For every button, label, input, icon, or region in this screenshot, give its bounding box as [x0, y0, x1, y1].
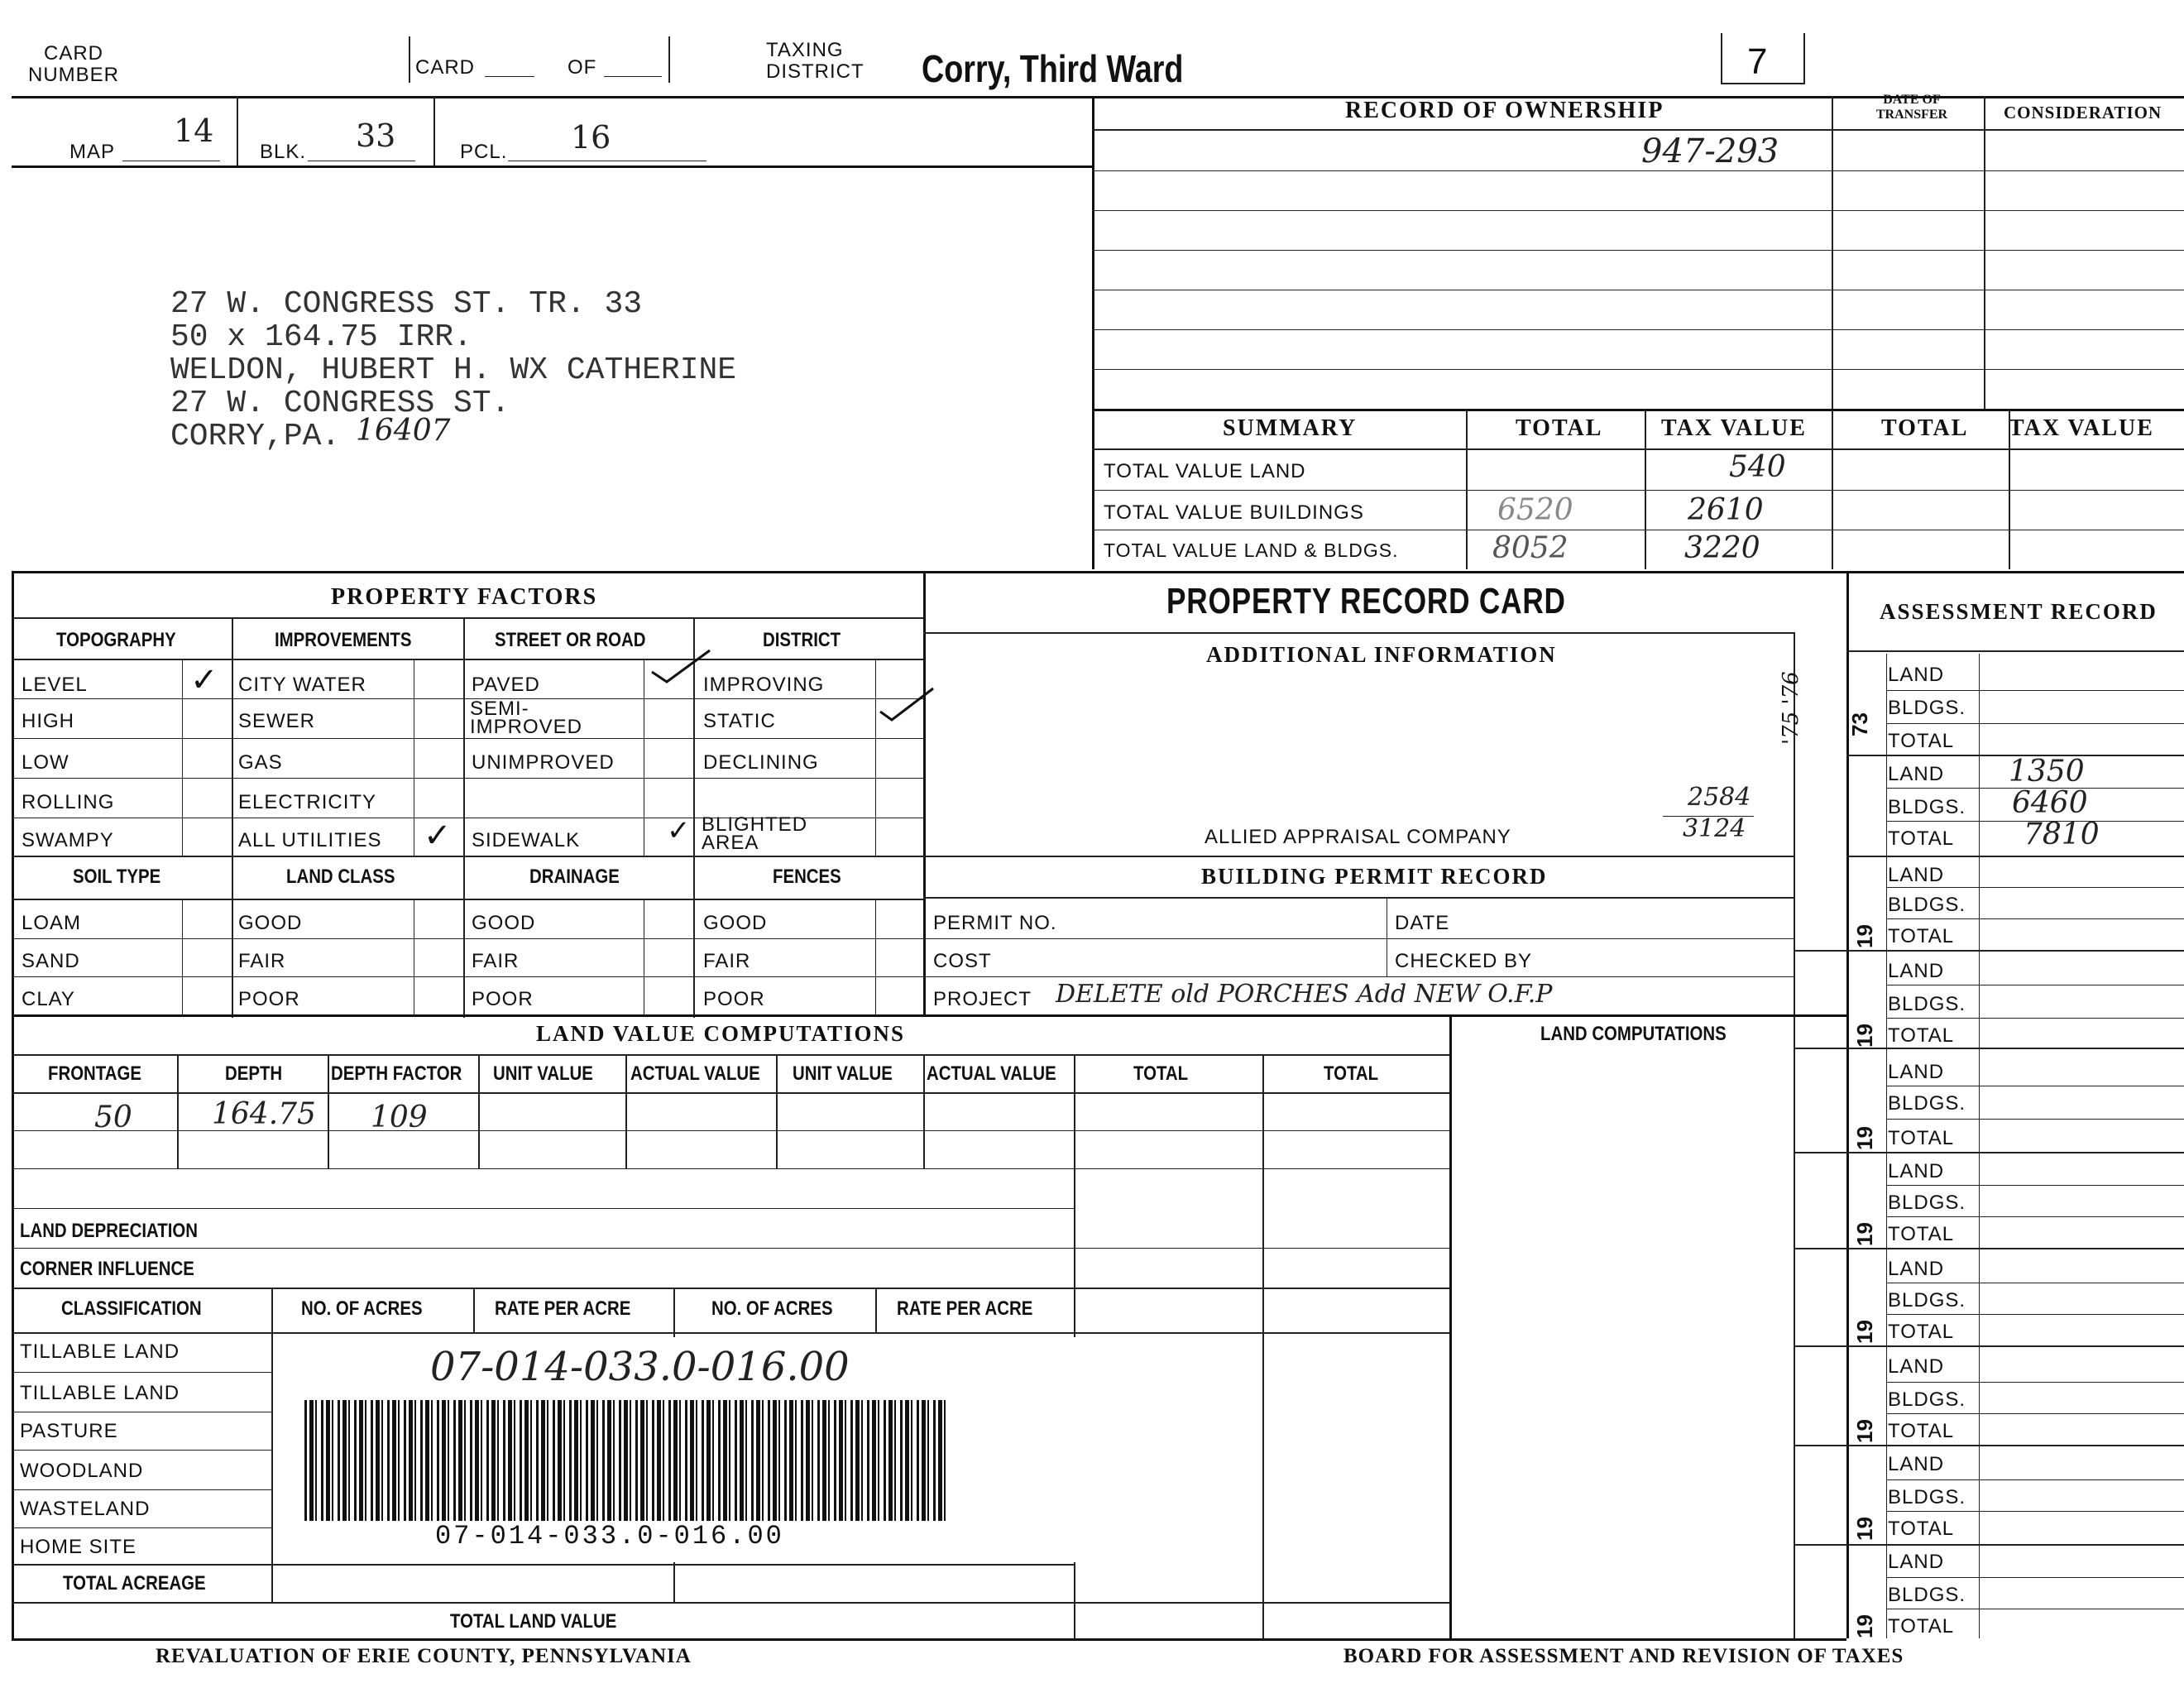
summary-land-tax: 540	[1729, 450, 1786, 484]
district-blighted-area: BLIGHTED AREA	[702, 813, 808, 854]
total-acreage-label: TOTAL ACREAGE	[63, 1572, 206, 1594]
record-of-ownership-title: RECORD OF OWNERSHIP	[1345, 98, 1664, 123]
summary-land-bldgs-total: 8052	[1492, 531, 1569, 565]
permit-project-value: DELETE old PORCHES Add NEW O.F.P	[1056, 980, 1553, 1009]
owner-zip-handwritten: 16407	[356, 414, 451, 448]
assessment-total-2: TOTAL	[1888, 827, 1955, 850]
owner-line-2: 50 x 164.75 IRR.	[170, 319, 472, 355]
date-of-transfer-label: DATE OF TRANSFER	[1875, 93, 1948, 122]
all-utilities-check-icon: ✓	[424, 818, 452, 854]
assessment-bldgs-1: BLDGS.	[1888, 697, 1966, 719]
actual-value-header-2: ACTUAL VALUE	[927, 1062, 1056, 1085]
depth-header: DEPTH	[225, 1062, 283, 1085]
assessment-19-7: 19	[1851, 1320, 1877, 1344]
frontage-value: 50	[94, 1101, 132, 1134]
summary-title: SUMMARY	[1223, 415, 1358, 441]
assessment-land-4: LAND	[1888, 960, 1945, 982]
topography-swampy: SWAMPY	[22, 829, 114, 851]
corner-influence-label: CORNER INFLUENCE	[20, 1258, 194, 1280]
unit-value-header-2: UNIT VALUE	[793, 1062, 893, 1085]
static-check-icon	[879, 683, 936, 725]
assessment-total-8: TOTAL	[1888, 1420, 1955, 1442]
assessment-bldgs-4: BLDGS.	[1888, 993, 1966, 1015]
drainage-header: DRAINAGE	[529, 866, 620, 888]
assessment-19-6: 19	[1851, 1222, 1877, 1246]
drainage-good: GOOD	[472, 912, 536, 934]
land-class-poor: POOR	[238, 988, 300, 1010]
summary-tax-value-header: TAX VALUE	[1661, 415, 1807, 441]
land-class-header: LAND CLASS	[286, 866, 395, 888]
fences-poor: POOR	[703, 988, 765, 1010]
class-woodland: WOODLAND	[20, 1460, 144, 1482]
assessment-land-1: LAND	[1888, 664, 1945, 686]
street-unimproved: UNIMPROVED	[472, 751, 615, 774]
assessment-land-6: LAND	[1888, 1160, 1945, 1182]
summary-buildings-label: TOTAL VALUE BUILDINGS	[1104, 501, 1364, 524]
owner-line-1: 27 W. CONGRESS ST. TR. 33	[170, 286, 643, 322]
no-of-acres-header-2: NO. OF ACRES	[711, 1297, 833, 1320]
assessment-19-8: 19	[1851, 1419, 1877, 1443]
note-3124: 3124	[1683, 814, 1746, 843]
street-semi-improved: SEMI- IMPROVED	[470, 698, 583, 738]
note-2584: 2584	[1688, 783, 1751, 812]
assessment-bldgs-7: BLDGS.	[1888, 1289, 1966, 1312]
classification-header: CLASSIFICATION	[61, 1297, 202, 1320]
land-class-good: GOOD	[238, 912, 303, 934]
district-number: 7	[1747, 41, 1768, 82]
district-static: STATIC	[703, 710, 776, 732]
owner-line-5: CORRY,PA.	[170, 419, 341, 454]
map-label: MAP	[69, 141, 116, 163]
assessment-total-7: TOTAL	[1888, 1321, 1955, 1343]
soil-loam: LOAM	[22, 912, 82, 934]
street-paved: PAVED	[472, 674, 540, 696]
improvements-sewer: SEWER	[238, 710, 316, 732]
appraiser-label: ALLIED APPRAISAL COMPANY	[1205, 826, 1511, 848]
taxing-district-value: Corry, Third Ward	[922, 47, 1184, 90]
owner-line-4: 27 W. CONGRESS ST.	[170, 386, 510, 421]
soil-sand: SAND	[22, 950, 80, 972]
footer-right: BOARD FOR ASSESSMENT AND REVISION OF TAXES	[1343, 1645, 1904, 1667]
taxing-district-label: TAXING DISTRICT	[766, 39, 864, 83]
improvements-header: IMPROVEMENTS	[275, 629, 412, 651]
permit-cost-label: COST	[933, 950, 992, 972]
depth-value: 164.75	[212, 1097, 316, 1131]
assessment-total-1: TOTAL	[1888, 730, 1955, 752]
assessment-land-2: LAND	[1888, 763, 1945, 785]
summary-total-header: TOTAL	[1516, 415, 1603, 441]
blk-label: BLK.	[260, 141, 307, 163]
additional-information-label: ADDITIONAL INFORMATION	[1206, 642, 1557, 667]
footer-left: REVALUATION OF ERIE COUNTY, PENNSYLVANIA	[156, 1645, 692, 1667]
actual-value-header-1: ACTUAL VALUE	[630, 1062, 760, 1085]
handwritten-years-annotation: '75 '76	[1779, 671, 1803, 745]
assessment-19-5: 19	[1851, 1126, 1877, 1150]
total-land-value-label: TOTAL LAND VALUE	[450, 1610, 617, 1633]
street-sidewalk: SIDEWALK	[472, 829, 581, 851]
class-tillable-land-1: TILLABLE LAND	[20, 1340, 180, 1363]
class-tillable-land-2: TILLABLE LAND	[20, 1382, 180, 1404]
unit-value-header-1: UNIT VALUE	[493, 1062, 593, 1085]
assessment-total-9: TOTAL	[1888, 1518, 1955, 1540]
assessment-total-4: TOTAL	[1888, 1024, 1955, 1047]
summary-land-label: TOTAL VALUE LAND	[1104, 460, 1306, 482]
assessment-record-title: ASSESSMENT RECORD	[1880, 599, 2158, 624]
summary-total-header-2: TOTAL	[1881, 415, 1969, 441]
topography-rolling: ROLLING	[22, 791, 115, 813]
barcode-icon	[304, 1400, 946, 1521]
summary-tax-value-header-2: TAX VALUE	[2009, 415, 2154, 441]
building-permit-record-title: BUILDING PERMIT RECORD	[1201, 864, 1548, 889]
depth-factor-header: DEPTH FACTOR	[331, 1062, 462, 1085]
assessment-total-value-2: 7810	[2024, 818, 2100, 851]
topography-level: LEVEL	[22, 674, 88, 696]
fences-fair: FAIR	[703, 950, 751, 972]
total-header-2: TOTAL	[1324, 1062, 1379, 1085]
assessment-total-6: TOTAL	[1888, 1223, 1955, 1245]
improvements-electricity: ELECTRICITY	[238, 791, 377, 813]
of-label: OF	[568, 56, 597, 79]
assessment-land-9: LAND	[1888, 1453, 1945, 1475]
assessment-land-value-2: 1350	[2009, 755, 2085, 789]
assessment-year-1: 73	[1846, 712, 1872, 736]
level-check-icon: ✓	[190, 662, 218, 698]
assessment-total-3: TOTAL	[1888, 925, 1955, 947]
barcode-sticker	[281, 1337, 1075, 1562]
assessment-19-3: 19	[1851, 924, 1877, 948]
property-factors-title: PROPERTY FACTORS	[331, 584, 598, 610]
topography-low: LOW	[22, 751, 69, 774]
assessment-bldgs-value-2: 6460	[2012, 786, 2088, 820]
land-depreciation-label: LAND DEPRECIATION	[20, 1220, 198, 1242]
assessment-land-10: LAND	[1888, 1551, 1945, 1573]
fences-good: GOOD	[703, 912, 768, 934]
district-header: DISTRICT	[763, 629, 841, 651]
map-value: 14	[174, 113, 214, 149]
street-header: STREET OR ROAD	[495, 629, 646, 651]
soil-clay: CLAY	[22, 988, 75, 1010]
barcode-printed-number: 07-014-033.0-016.00	[435, 1521, 784, 1551]
assessment-total-10: TOTAL	[1888, 1615, 1955, 1638]
permit-no-label: PERMIT NO.	[933, 912, 1057, 934]
assessment-19-9: 19	[1851, 1517, 1877, 1541]
summary-land-bldgs-label: TOTAL VALUE LAND & BLDGS.	[1104, 539, 1399, 561]
district-declining: DECLINING	[703, 751, 819, 774]
assessment-land-7: LAND	[1888, 1258, 1945, 1280]
assessment-bldgs-2: BLDGS.	[1888, 796, 1966, 818]
assessment-bldgs-3: BLDGS.	[1888, 894, 1966, 916]
depth-factor-value: 109	[371, 1101, 428, 1134]
summary-buildings-total: 6520	[1497, 493, 1573, 527]
improvements-gas: GAS	[238, 751, 283, 774]
district-improving: IMPROVING	[703, 674, 825, 696]
card-number-label: CARD NUMBER	[28, 42, 120, 86]
soil-type-header: SOIL TYPE	[73, 866, 161, 888]
class-pasture: PASTURE	[20, 1420, 118, 1442]
deed-reference: 947-293	[1641, 132, 1779, 170]
frontage-header: FRONTAGE	[48, 1062, 141, 1085]
topography-high: HIGH	[22, 710, 74, 732]
class-home-site: HOME SITE	[20, 1536, 137, 1558]
fences-header: FENCES	[773, 866, 841, 888]
land-value-computations-title: LAND VALUE COMPUTATIONS	[536, 1021, 906, 1046]
barcode-handwritten-number: 07-014-033.0-016.00	[430, 1344, 850, 1390]
topography-header: TOPOGRAPHY	[56, 629, 176, 651]
rate-per-acre-header-2: RATE PER ACRE	[897, 1297, 1033, 1320]
assessment-land-8: LAND	[1888, 1355, 1945, 1378]
property-record-card-title: PROPERTY RECORD CARD	[1166, 581, 1566, 621]
sidewalk-check-icon: ✓	[667, 815, 691, 846]
land-computations-label: LAND COMPUTATIONS	[1540, 1023, 1727, 1045]
rate-per-acre-header-1: RATE PER ACRE	[495, 1297, 631, 1320]
consideration-label: CONSIDERATION	[2004, 103, 2162, 122]
card-label: CARD	[415, 56, 476, 79]
blk-value: 33	[356, 117, 396, 154]
assessment-bldgs-10: BLDGS.	[1888, 1584, 1966, 1606]
assessment-land-3: LAND	[1888, 864, 1945, 886]
assessment-bldgs-6: BLDGS.	[1888, 1192, 1966, 1214]
drainage-poor: POOR	[472, 988, 534, 1010]
pcl-value: 16	[571, 119, 611, 156]
no-of-acres-header-1: NO. OF ACRES	[301, 1297, 423, 1320]
summary-land-bldgs-tax: 3220	[1684, 531, 1760, 565]
drainage-fair: FAIR	[472, 950, 520, 972]
total-header-1: TOTAL	[1133, 1062, 1189, 1085]
assessment-19-10: 19	[1851, 1614, 1877, 1638]
improvements-city-water: CITY WATER	[238, 674, 366, 696]
assessment-bldgs-9: BLDGS.	[1888, 1486, 1966, 1508]
assessment-bldgs-8: BLDGS.	[1888, 1388, 1966, 1411]
assessment-bldgs-5: BLDGS.	[1888, 1092, 1966, 1115]
owner-line-3: WELDON, HUBERT H. WX CATHERINE	[170, 352, 737, 388]
class-wasteland: WASTELAND	[20, 1498, 151, 1520]
permit-checked-by-label: CHECKED BY	[1395, 950, 1533, 972]
pcl-label: PCL.	[460, 141, 508, 163]
improvements-all-utilities: ALL UTILITIES	[238, 829, 382, 851]
summary-buildings-tax: 2610	[1688, 493, 1764, 527]
land-class-fair: FAIR	[238, 950, 286, 972]
assessment-total-5: TOTAL	[1888, 1127, 1955, 1149]
assessment-19-4: 19	[1851, 1024, 1877, 1048]
assessment-land-5: LAND	[1888, 1061, 1945, 1083]
permit-date-label: DATE	[1395, 912, 1450, 934]
permit-project-label: PROJECT	[933, 988, 1032, 1010]
